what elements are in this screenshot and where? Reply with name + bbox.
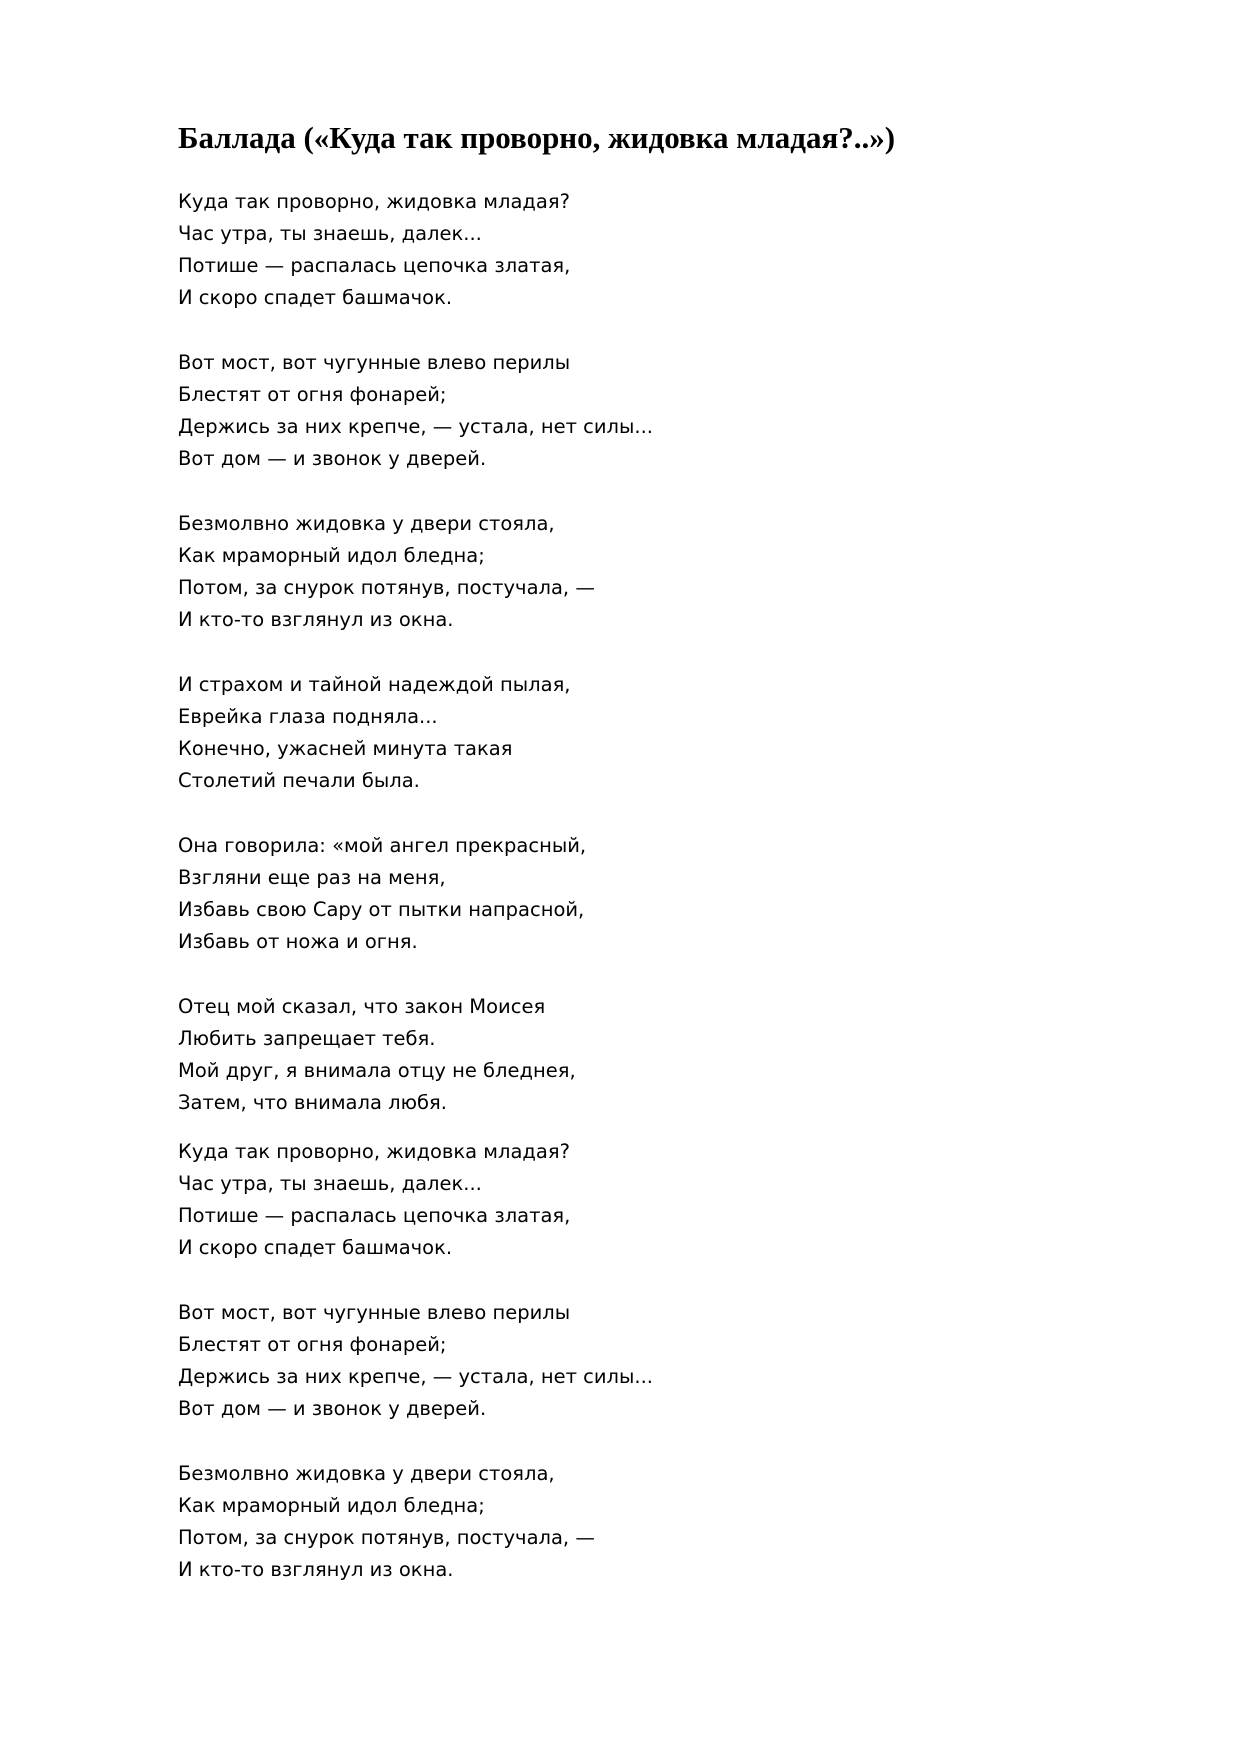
poem-line: Потом, за снурок потянув, постучала, — [178,576,595,599]
poem-line: Безмолвно жидовка у двери стояла, [178,512,555,535]
poem-line: Потише — распалась цепочка златая, [178,1204,571,1227]
poem-line: Вот дом — и звонок у дверей. [178,1397,487,1420]
poem-line: Она говорила: «мой ангел прекрасный, [178,834,587,857]
poem-line: Держись за них крепче, — устала, нет силы... [178,415,653,438]
poem-body [178,186,1078,1586]
stanza [178,1136,1078,1264]
poem-line: Как мраморный идол бледна; [178,544,485,567]
poem-line: Столетий печали была. [178,769,420,792]
stanza [178,1297,1078,1425]
document-title: Баллада («Куда так проворно, жидовка младая?..») [178,120,896,155]
poem-line: Мой друг, я внимала отцу не бледнея, [178,1059,576,1082]
stanza [178,186,1078,314]
poem-line: И кто-то взглянул из окна. [178,1558,454,1581]
poem-line: Любить запрещает тебя. [178,1027,436,1050]
poem-line: Вот дом — и звонок у дверей. [178,447,487,470]
poem-line: Блестят от огня фонарей; [178,1333,447,1356]
poem-line: Вот мост, вот чугунные влево перилы [178,351,571,374]
poem-line: Потише — распалась цепочка златая, [178,254,571,277]
poem-line: И скоро спадет башмачок. [178,286,453,309]
stanza [178,991,1078,1119]
poem-line: Держись за них крепче, — устала, нет силы... [178,1365,653,1388]
poem-line: Куда так проворно, жидовка младая? [178,1140,570,1163]
poem-line: Затем, что внимала любя. [178,1091,447,1114]
poem-line: Вот мост, вот чугунные влево перилы [178,1301,571,1324]
poem-line: Куда так проворно, жидовка младая? [178,190,570,213]
poem-line: Избавь от ножа и огня. [178,930,418,953]
poem-line: Блестят от огня фонарей; [178,383,447,406]
poem-line: Безмолвно жидовка у двери стояла, [178,1462,555,1485]
stanza [178,669,1078,797]
poem-line: Как мраморный идол бледна; [178,1494,485,1517]
poem-line: Конечно, ужасней минута такая [178,737,513,760]
poem-line: И страхом и тайной надеждой пылая, [178,673,571,696]
stanza [178,508,1078,636]
poem-line: Взгляни еще раз на меня, [178,866,446,889]
poem-line: Избавь свою Сару от пытки напрасной, [178,898,585,921]
poem-line: Потом, за снурок потянув, постучала, — [178,1526,595,1549]
stanza [178,347,1078,475]
stanza [178,1458,1078,1586]
poem-line: Отец мой сказал, что закон Моисея [178,995,546,1018]
poem-line: Час утра, ты знаешь, далек... [178,1172,482,1195]
poem-line: И кто-то взглянул из окна. [178,608,454,631]
poem-line: Час утра, ты знаешь, далек... [178,222,482,245]
poem-line: Еврейка глаза подняла... [178,705,438,728]
stanza [178,830,1078,958]
poem-line: И скоро спадет башмачок. [178,1236,453,1259]
